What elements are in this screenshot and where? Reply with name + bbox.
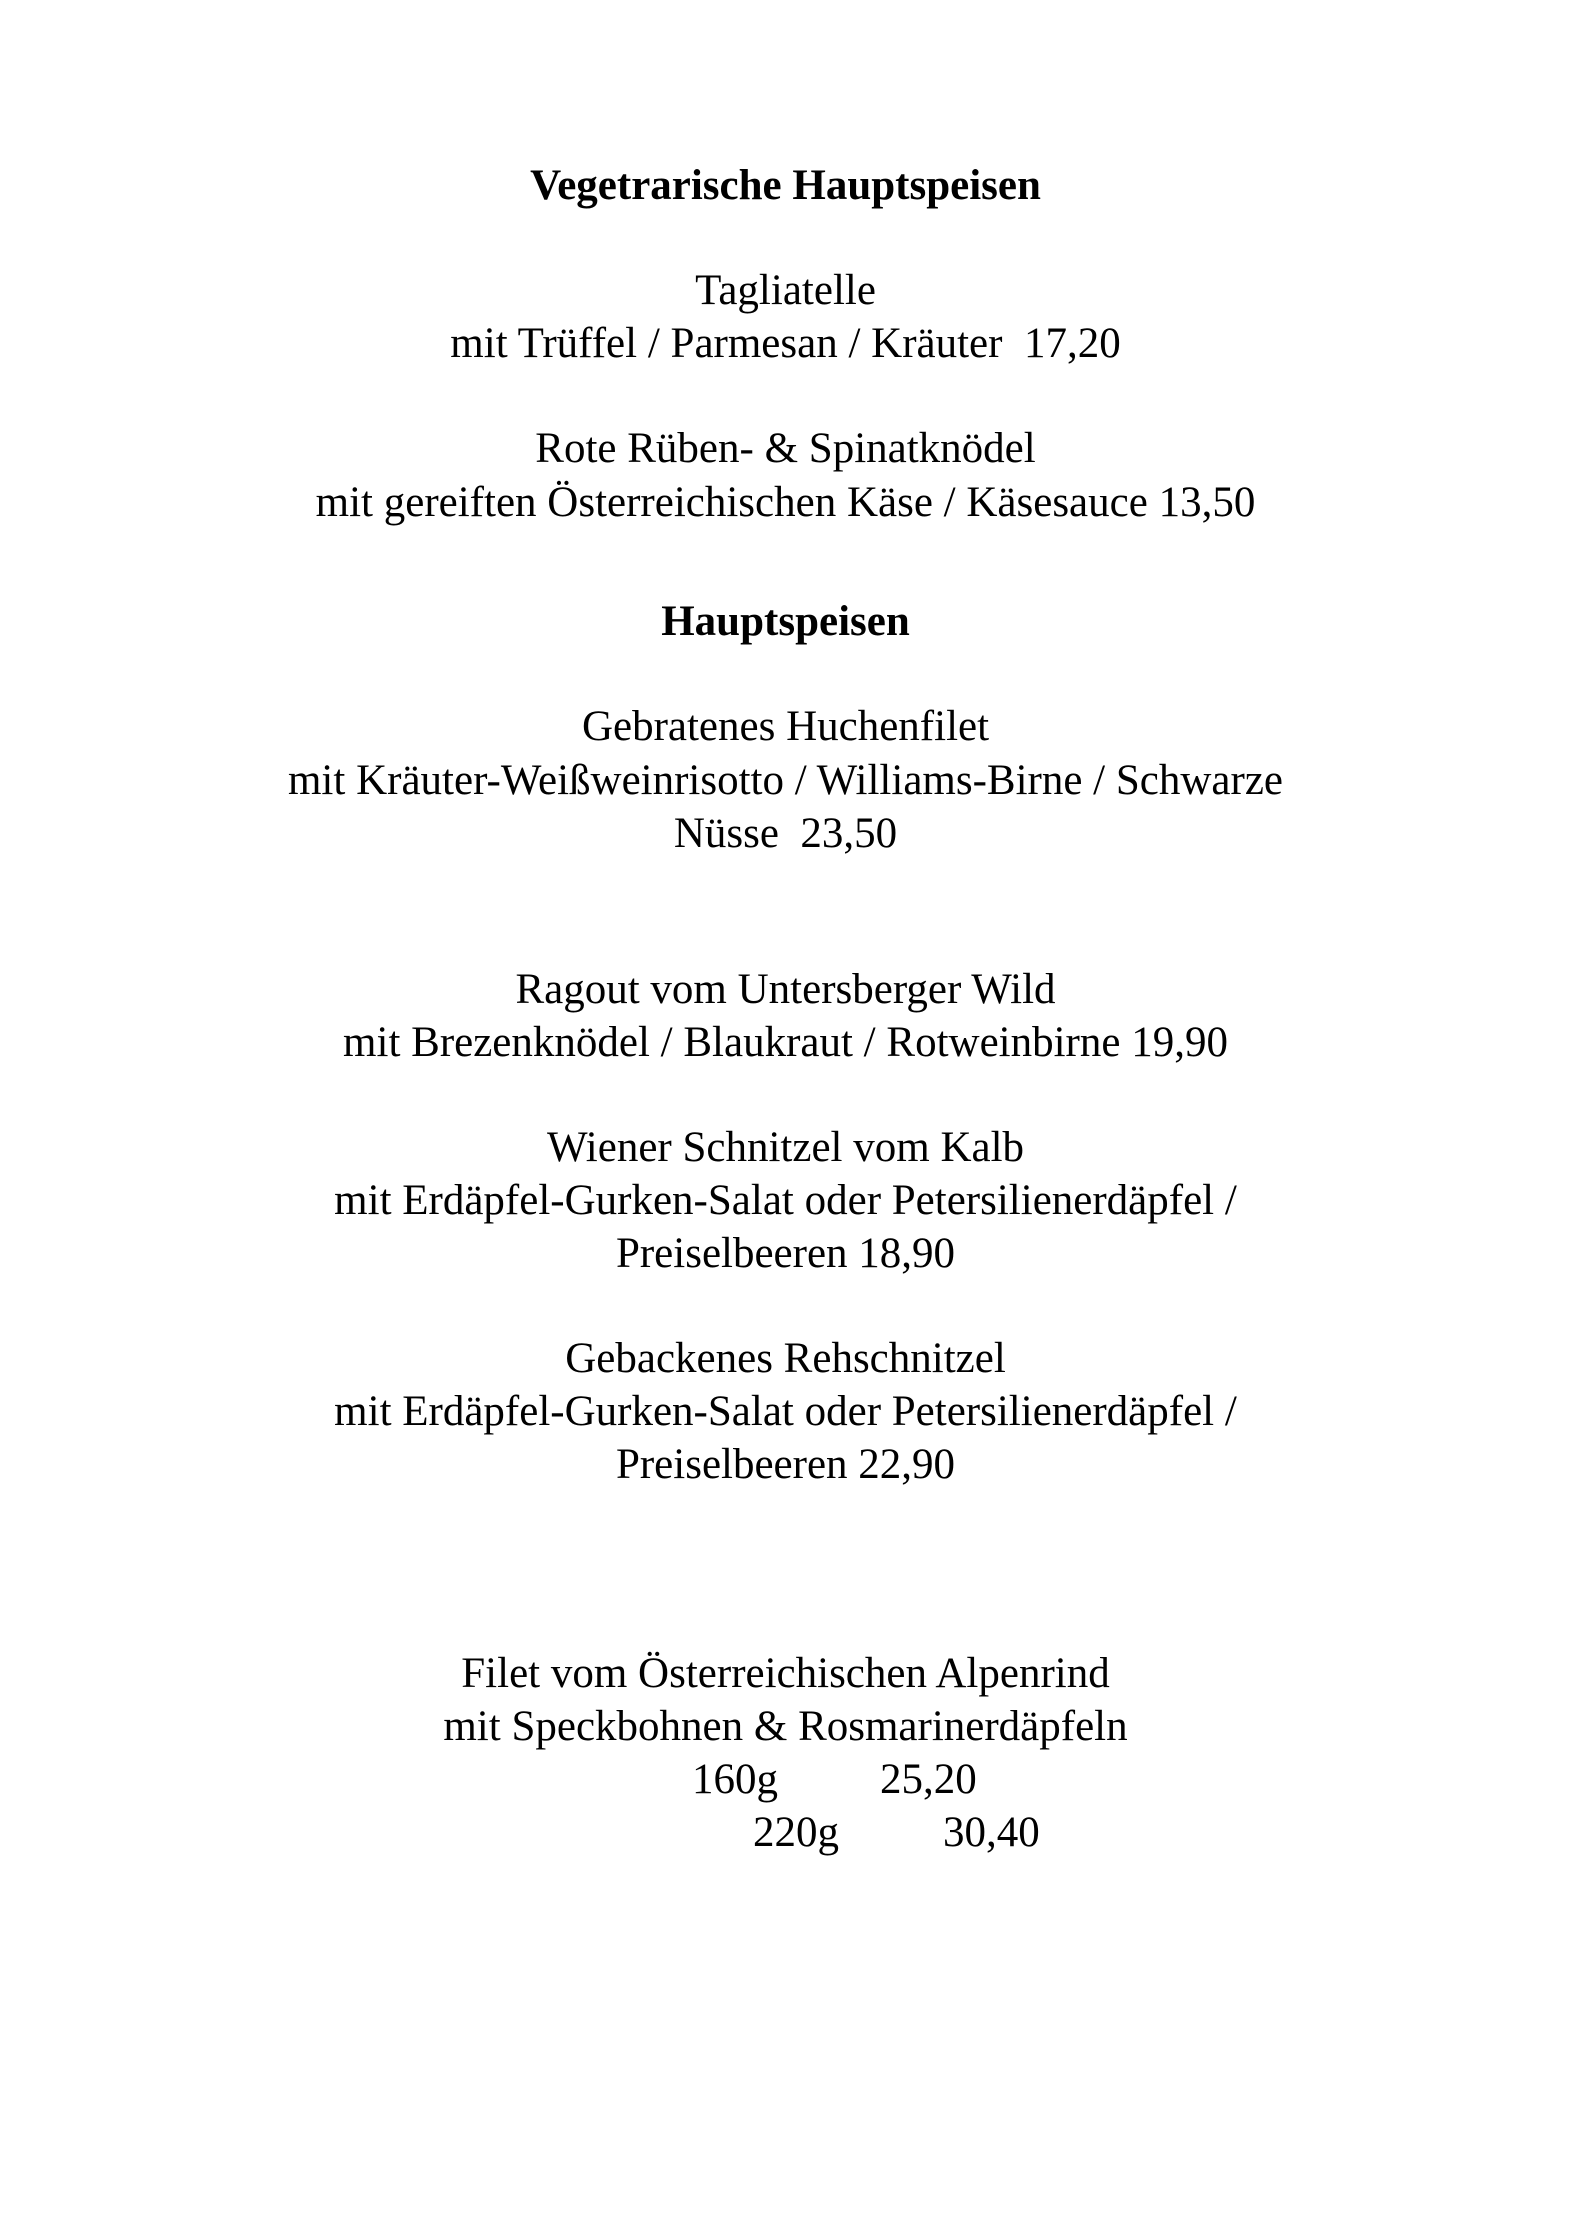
size-price: 25,20 xyxy=(880,1756,977,1803)
dish-description-alpenrind: mit Speckbohnen & Rosmarinerdäpfeln xyxy=(443,1703,1128,1750)
dish-description-tagliatelle: mit Trüffel / Parmesan / Kräuter 17,20 xyxy=(450,320,1121,367)
dish-name-rehschnitzel: Gebackenes Rehschnitzel xyxy=(565,1335,1006,1382)
dish-description-wiener-schnitzel-cont: Preiselbeeren 18,90 xyxy=(615,1230,956,1277)
dish-description-ragout: mit Brezenknödel / Blaukraut / Rotweinbirne 19,90 xyxy=(343,1019,1228,1066)
dish-description-rehschnitzel-cont: Preiselbeeren 22,90 xyxy=(615,1441,956,1488)
dish-name-huchenfilet: Gebratenes Huchenfilet xyxy=(581,703,990,750)
dish-description-huchenfilet-cont: Nüsse 23,50 xyxy=(673,810,898,857)
dish-name-alpenrind: Filet vom Österreichischen Alpenrind xyxy=(461,1650,1110,1697)
dish-description-huchenfilet: mit Kräuter-Weißweinrisotto / Williams-Birne / Schwarze xyxy=(287,757,1284,804)
dish-name-knoedel: Rote Rüben- & Spinatknödel xyxy=(535,425,1036,472)
dish-name-ragout: Ragout vom Untersberger Wild xyxy=(515,966,1056,1013)
size-weight: 220g xyxy=(753,1809,839,1856)
size-weight: 160g xyxy=(692,1756,778,1803)
dish-name-tagliatelle: Tagliatelle xyxy=(695,267,876,314)
dish-description-rehschnitzel: mit Erdäpfel-Gurken-Salat oder Petersilienerdäpfel / xyxy=(334,1388,1237,1435)
dish-description-wiener-schnitzel: mit Erdäpfel-Gurken-Salat oder Petersilienerdäpfel / xyxy=(334,1177,1237,1224)
section-title-vegetarian: Vegetrarische Hauptspeisen xyxy=(530,162,1041,209)
dish-name-wiener-schnitzel: Wiener Schnitzel vom Kalb xyxy=(546,1124,1025,1171)
section-title-main: Hauptspeisen xyxy=(661,598,910,645)
size-price: 30,40 xyxy=(943,1809,1040,1856)
dish-description-knoedel: mit gereiften Österreichischen Käse / Käsesauce 13,50 xyxy=(315,479,1256,526)
